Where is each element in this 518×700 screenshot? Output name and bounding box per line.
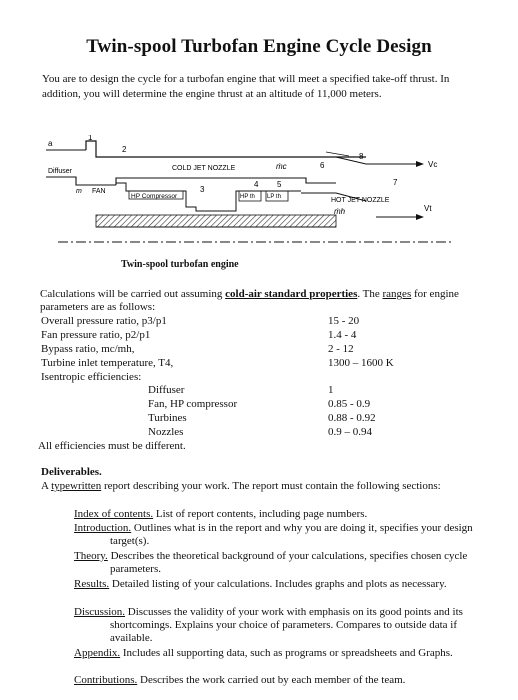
intro-paragraph: You are to design the cycle for a turbofan engine that will meet a specified take-off thrust. In addition, you will determine the engine thrust at an altitude of 11,000 meters. bbox=[42, 73, 450, 100]
param-label: Overall pressure ratio, p3/p1 bbox=[41, 315, 167, 327]
deliverable-item: Introduction. Outlines what is in the report and why you are doing it, specifies your design target(s). bbox=[74, 522, 473, 547]
station-a: a bbox=[48, 139, 53, 148]
param-label: Fan pressure ratio, p2/p1 bbox=[41, 329, 151, 341]
efficiency-note: All efficiencies must be different. bbox=[38, 440, 186, 452]
calc-intro: Calculations will be carried out assuming cold-air standard properties. The ranges for engine parameters are as follows: bbox=[40, 288, 459, 313]
param-value: 1300 – 1600 K bbox=[328, 357, 394, 369]
station-2: 2 bbox=[122, 145, 127, 154]
param-value: 15 - 20 bbox=[328, 315, 360, 327]
param-label: Bypass ratio, mc/mh, bbox=[41, 343, 135, 355]
vc-label: Vc bbox=[428, 160, 438, 169]
hp-turbine-label: HP th bbox=[240, 194, 255, 200]
station-1: 1 bbox=[88, 135, 93, 142]
vt-label: Vt bbox=[424, 204, 432, 213]
core-casing-top bbox=[116, 178, 336, 185]
mass-flow-label: m bbox=[76, 188, 82, 195]
cold-flow-line bbox=[336, 157, 406, 164]
efficiency-label: Fan, HP compressor bbox=[148, 398, 238, 410]
deliverable-item: Contributions. Describes the work carried out by each member of the team. bbox=[74, 674, 406, 686]
turbofan-diagram bbox=[36, 135, 456, 250]
fan-label: FAN bbox=[92, 188, 106, 195]
hot-nozzle-label: HOT JET NOZZLE bbox=[331, 197, 390, 204]
cold-air-link: cold-air standard properties bbox=[225, 288, 358, 300]
mh-label: ṁh bbox=[334, 207, 346, 216]
fan-casing bbox=[46, 177, 116, 185]
param-label: Turbine inlet temperature, T4, bbox=[41, 357, 174, 369]
deliverable-item: Appendix. Includes all supporting data, such as programs or spreadsheets and Graphs. bbox=[74, 647, 453, 659]
deliverables-heading: Deliverables. bbox=[41, 466, 102, 478]
station-7: 7 bbox=[393, 178, 398, 187]
station-5: 5 bbox=[277, 180, 282, 189]
vc-arrowhead bbox=[416, 161, 424, 167]
lp-turbine-label: LP th bbox=[267, 194, 281, 200]
efficiency-label: Turbines bbox=[148, 412, 187, 424]
outer-casing-top bbox=[86, 141, 366, 157]
efficiency-value: 0.88 - 0.92 bbox=[328, 412, 376, 424]
efficiency-label: Nozzles bbox=[148, 426, 184, 438]
param-value: 1.4 - 4 bbox=[328, 329, 357, 341]
shaft-hatch bbox=[96, 215, 336, 227]
deliverable-item: Results. Detailed listing of your calculations. Includes graphs and plots as necessary. bbox=[74, 578, 447, 590]
efficiency-value: 0.85 - 0.9 bbox=[328, 398, 371, 410]
efficiency-label: Diffuser bbox=[148, 384, 185, 396]
hp-compressor-label: HP Compressor bbox=[131, 193, 178, 200]
ranges-link: ranges bbox=[382, 288, 412, 300]
station-3: 3 bbox=[200, 185, 205, 194]
page-title: Twin-spool Turbofan Engine Cycle Design bbox=[86, 36, 432, 57]
station-4: 4 bbox=[254, 180, 259, 189]
param-value: 2 - 12 bbox=[328, 343, 354, 355]
deliverable-item: Index of contents. List of report contents, including page numbers. bbox=[74, 508, 368, 520]
cold-nozzle-label: COLD JET NOZZLE bbox=[172, 165, 236, 172]
typewritten-link: typewritten bbox=[51, 480, 102, 492]
efficiency-value: 1 bbox=[328, 384, 334, 396]
mc-label: ṁc bbox=[276, 162, 287, 171]
station-6: 6 bbox=[320, 161, 325, 170]
diffuser-label: Diffuser bbox=[48, 168, 72, 175]
deliverable-item: Discussion. Discusses the validity of your work with emphasis on its good points and its shortcomings. Explains your choice of parameters. Compares to outside data if available. bbox=[74, 606, 463, 644]
vt-arrowhead bbox=[416, 214, 424, 220]
deliverable-item: Theory. Describes the theoretical background of your calculations, specifies chosen cycle parameters. bbox=[74, 550, 468, 575]
param-label: Isentropic efficiencies: bbox=[41, 371, 142, 383]
diagram-caption: Twin-spool turbofan engine bbox=[121, 259, 239, 270]
efficiency-value: 0.9 – 0.94 bbox=[328, 426, 372, 438]
deliverables-intro: A typewritten report describing your work. The report must contain the following sections: bbox=[41, 480, 441, 492]
station-8: 8 bbox=[359, 152, 364, 161]
